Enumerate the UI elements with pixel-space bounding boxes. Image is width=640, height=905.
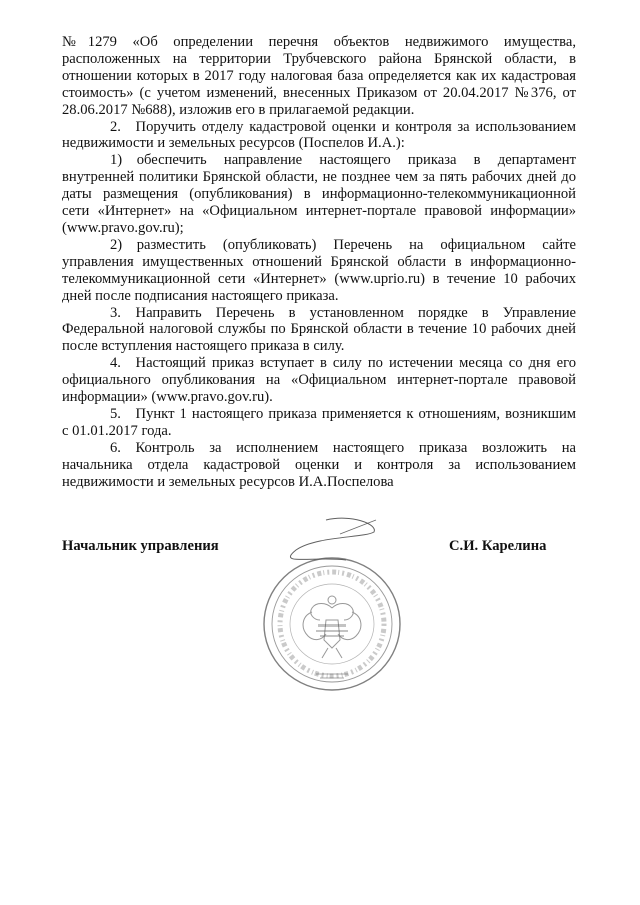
paragraph-item-2: 2. Поручить отделу кадастровой оценки и контроля за использованием недвижимости и земельных ресурсов (Поспелов И.А.):	[62, 118, 576, 152]
paragraph-item-4: 4. Настоящий приказ вступает в силу по истечении месяца со дня его официального опубликования на «Официальном интернет-портале правовой информации» (www.pravo.gov.ru).	[62, 355, 576, 406]
official-seal-icon	[256, 516, 404, 696]
signature-position: Начальник управления	[62, 538, 219, 554]
paragraph-intro: №1279 «Об определении перечня объектов недвижимого имущества, расположенных на территории Трубчевского района Брянской области, в отношении которых в 2017 году налоговая база определяется как их кадастровая стоимость» (с учетом изменений, внесенных Приказом от 20.04.2017 №376, от 28.06.2017 №688), изложив его в прилагаемой редакции.	[62, 34, 576, 118]
signature-name: С.И. Карелина	[449, 538, 547, 554]
paragraph-subitem-1: 1) обеспечить направление настоящего приказа в департамент внутренней политики Брянской области, не позднее чем за пять рабочих дней до даты размещения (опубликования) в информационно-телекоммуникационной сети «Интернет» на «Официальном интернет-портале правовой информации» (www.pravo.gov.ru);	[62, 152, 576, 236]
paragraph-item-5: 5. Пункт 1 настоящего приказа применяется к отношениям, возникшим с 01.01.2017 года.	[62, 405, 576, 439]
paragraph-item-6: 6. Контроль за исполнением настоящего приказа возложить на начальника отдела кадастровой оценки и контроля за использованием недвижимости и земельных ресурсов И.А.Поспелова	[62, 439, 576, 490]
paragraph-item-3: 3. Направить Перечень в установленном порядке в Управление Федеральной налоговой службы по Брянской области в течение 10 рабочих дней после вступления настоящего приказа в силу.	[62, 304, 576, 355]
document-body	[62, 34, 576, 490]
paragraph-subitem-2: 2) разместить (опубликовать) Перечень на официальном сайте управления имущественных отношений Брянской области в информационно-телекоммуникационной сети «Интернет» (www.uprio.ru) в течение 10 рабочих дней после подписания настоящего приказа.	[62, 236, 576, 304]
